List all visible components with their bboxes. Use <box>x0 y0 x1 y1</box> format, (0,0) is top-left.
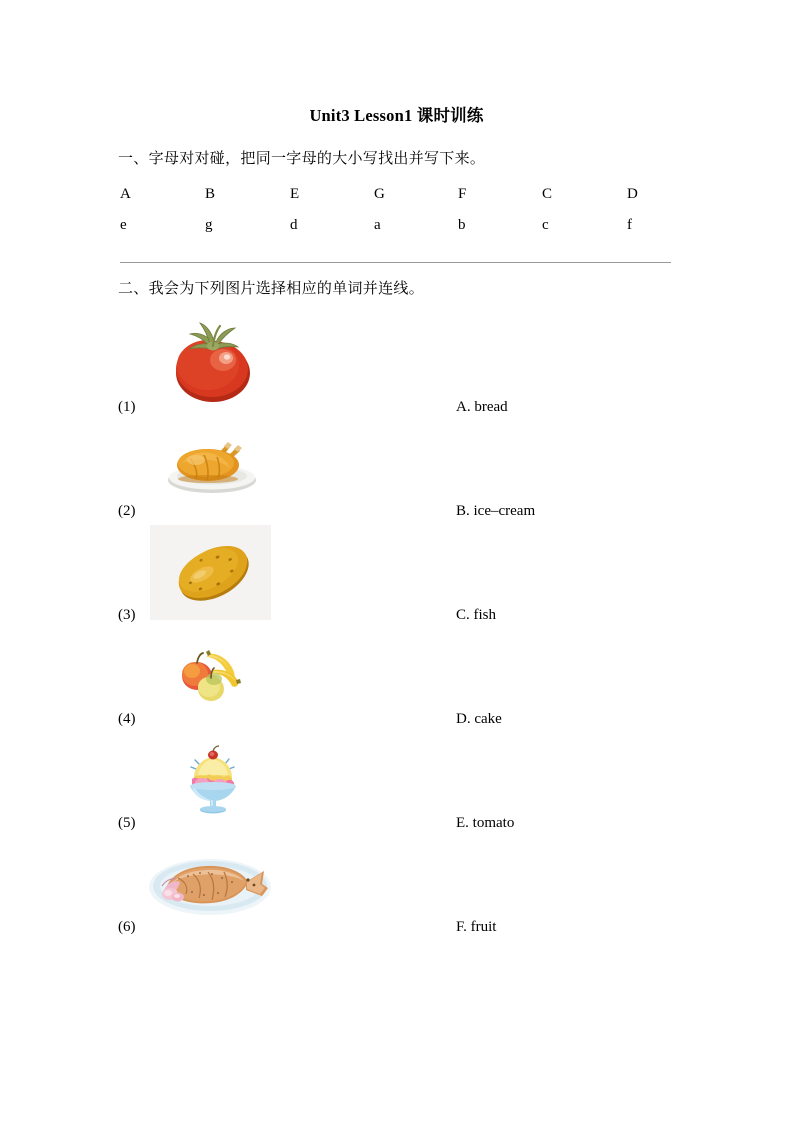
word-option-f[interactable]: F. fruit <box>456 919 497 935</box>
item-number-5: (5) <box>118 815 136 831</box>
word-option-c[interactable]: C. fish <box>456 607 497 623</box>
uppercase-letter-6: C <box>542 186 553 202</box>
uppercase-letter-3: E <box>290 186 300 202</box>
lowercase-letter-1: e <box>120 217 127 233</box>
ice-cream-image <box>182 745 244 815</box>
item-number-4: (4) <box>118 711 136 727</box>
item-number-3: (3) <box>118 607 136 623</box>
tomato-image <box>168 320 258 404</box>
lowercase-letter-row <box>0 217 793 239</box>
uppercase-letter-2: B <box>205 186 216 202</box>
item-number-6: (6) <box>118 919 136 935</box>
lowercase-letter-4: a <box>374 217 381 233</box>
uppercase-letter-1: A <box>120 186 131 202</box>
word-option-e[interactable]: E. tomato <box>456 815 515 831</box>
item-number-1: (1) <box>118 399 136 415</box>
uppercase-letter-5: F <box>458 186 467 202</box>
lowercase-letter-7: f <box>627 217 632 233</box>
word-option-d[interactable]: D. cake <box>456 711 502 727</box>
page-title: Unit3 Lesson1 课时训练 <box>309 106 484 125</box>
fish-image <box>148 852 273 920</box>
word-option-b[interactable]: B. ice–cream <box>456 503 536 519</box>
item-number-2: (2) <box>118 503 136 519</box>
uppercase-letter-4: G <box>374 186 385 202</box>
potato-image <box>172 535 254 609</box>
lowercase-letter-3: d <box>290 217 298 233</box>
uppercase-letter-7: D <box>627 186 638 202</box>
lowercase-letter-2: g <box>205 217 213 233</box>
fruit-image <box>178 648 244 704</box>
uppercase-letter-row <box>0 186 793 208</box>
section-divider <box>120 262 671 263</box>
word-option-a[interactable]: A. bread <box>456 399 508 415</box>
lowercase-letter-6: c <box>542 217 549 233</box>
lowercase-letter-5: b <box>458 217 466 233</box>
section-2-heading: 二、我会为下列图片选择相应的单词并连线。 <box>118 281 425 297</box>
section-1-heading: 一、字母对对碰，把同一字母的大小写找出并写下来。 <box>118 151 486 167</box>
roast-chicken-image <box>162 436 262 498</box>
